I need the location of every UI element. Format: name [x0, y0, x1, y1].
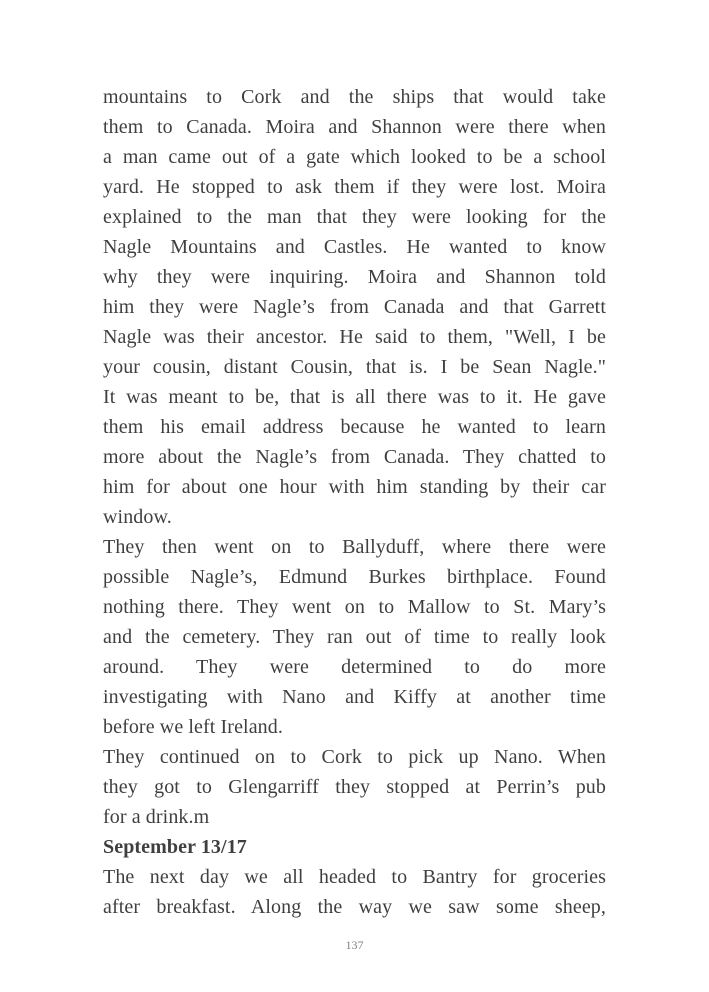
text-line: him for about one hour with him standing by their car [103, 476, 606, 498]
text-line: possible Nagle’s, Edmund Burkes birthplace. Found [103, 566, 606, 588]
text-line: them to Canada. Moira and Shannon were there when [103, 116, 606, 138]
text-line: your cousin, distant Cousin, that is. I be Sean Nagle." [103, 356, 606, 378]
text-line: why they were inquiring. Moira and Shannon told [103, 266, 606, 288]
text-line: Nagle was their ancestor. He said to them, "Well, I be [103, 326, 606, 348]
text-line: yard. He stopped to ask them if they were lost. Moira [103, 176, 606, 198]
text-line: window. [103, 506, 172, 528]
text-line: nothing there. They went on to Mallow to St. Mary’s [103, 596, 606, 618]
text-line: They continued on to Cork to pick up Nano. When [103, 746, 606, 768]
text-line: investigating with Nano and Kiffy at another time [103, 686, 606, 708]
text-line: them his email address because he wanted to learn [103, 416, 606, 438]
text-line: and the cemetery. They ran out of time to really look [103, 626, 606, 648]
text-line: before we left Ireland. [103, 716, 283, 738]
text-line: for a drink.m [103, 806, 210, 828]
page-number: 137 [345, 938, 364, 952]
text-line: around. They were determined to do more [103, 656, 606, 678]
text-line: more about the Nagle’s from Canada. They chatted to [103, 446, 606, 468]
text-line: explained to the man that they were looking for the [103, 206, 606, 228]
text-line: after breakfast. Along the way we saw some sheep, [103, 896, 606, 918]
text-line: mountains to Cork and the ships that would take [103, 86, 606, 108]
text-line: a man came out of a gate which looked to be a school [103, 146, 606, 168]
text-line: they got to Glengarriff they stopped at Perrin’s pub [103, 776, 606, 798]
text-line: It was meant to be, that is all there was to it. He gave [103, 386, 606, 408]
text-line: The next day we all headed to Bantry for groceries [103, 866, 606, 888]
text-block [103, 82, 606, 922]
text-line: him they were Nagle’s from Canada and that Garrett [103, 296, 606, 318]
section-heading: September 13/17 [103, 836, 247, 858]
text-line: Nagle Mountains and Castles. He wanted to know [103, 236, 606, 258]
text-line: They then went on to Ballyduff, where there were [103, 536, 606, 558]
